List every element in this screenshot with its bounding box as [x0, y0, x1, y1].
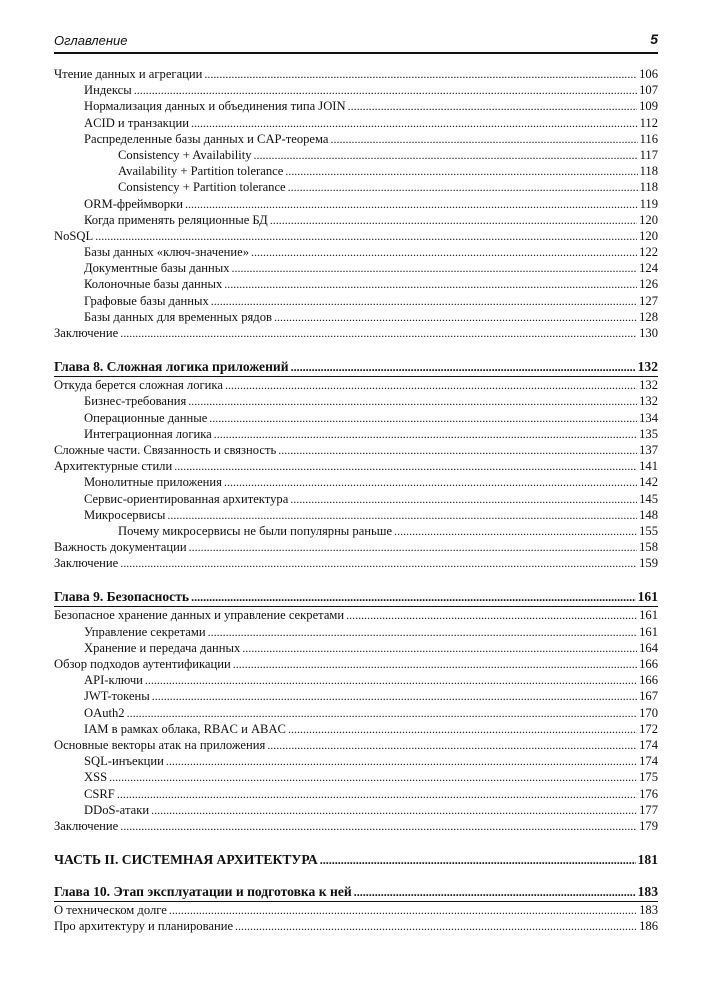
- toc-leader-dots: [224, 474, 637, 490]
- toc-leader-dots: [189, 539, 638, 555]
- toc-entry[interactable]: [54, 769, 658, 785]
- toc-leader-dots: [120, 818, 637, 834]
- toc-entry-label: Обзор подходов аутентификации: [54, 657, 231, 671]
- toc-leader-dots: [232, 260, 638, 276]
- toc-entry[interactable]: [54, 507, 658, 523]
- toc-entry-page: 126: [639, 277, 658, 292]
- toc-entry[interactable]: [54, 260, 658, 276]
- toc-leader-dots: [290, 491, 637, 507]
- toc-chapter-page: 132: [637, 359, 658, 375]
- toc-entry[interactable]: [54, 426, 658, 442]
- toc-leader-dots: [320, 851, 636, 870]
- toc-entry-page: 186: [639, 919, 658, 934]
- toc-leader-dots: [394, 523, 637, 539]
- toc-entry-page: 166: [639, 673, 658, 688]
- page-number: 5: [650, 31, 658, 47]
- toc-entry-label: Графовые базы данных: [84, 293, 209, 308]
- toc-entry-label: CSRF: [84, 786, 115, 801]
- toc-entry-page: 166: [639, 657, 658, 671]
- toc-entry-label: Монолитные приложения: [84, 475, 222, 490]
- toc-chapter-page: 161: [637, 589, 658, 605]
- toc-entry-label: NoSQL: [54, 228, 94, 243]
- toc-leader-dots: [188, 393, 637, 409]
- toc-entry[interactable]: [54, 688, 658, 704]
- toc-entry-label: Когда применять реляционные БД: [84, 212, 268, 227]
- toc-entry-page: 174: [639, 754, 658, 769]
- toc-entry[interactable]: [54, 555, 658, 571]
- toc-entry-page: 164: [639, 640, 658, 655]
- toc-entry-label: Откуда берется сложная логика: [54, 378, 223, 393]
- toc-entry[interactable]: [54, 276, 658, 292]
- toc-entry-page: 177: [639, 802, 658, 817]
- toc-entry[interactable]: [54, 325, 658, 341]
- toc-entry[interactable]: [54, 410, 658, 426]
- toc-entry-label: Важность документации: [54, 540, 187, 555]
- toc-entry-page: 170: [639, 705, 658, 720]
- toc-entry-label: SQL-инъекции: [84, 754, 164, 769]
- toc-chapter-page: 183: [637, 884, 658, 900]
- toc-entry[interactable]: [54, 293, 658, 309]
- toc-chapter-label: Глава 9. Безопасность: [54, 589, 190, 605]
- toc-entry-page: 158: [639, 540, 658, 555]
- toc-entry-page: 148: [639, 507, 658, 522]
- toc-chapter-10[interactable]: [54, 882, 658, 902]
- toc-entry[interactable]: [54, 393, 658, 409]
- toc-entry-page: 120: [639, 228, 658, 243]
- toc-leader-dots: [167, 507, 637, 523]
- toc-leader-dots: [225, 377, 637, 393]
- toc-entry-page: 130: [639, 326, 658, 340]
- running-header: [54, 30, 658, 54]
- toc-leader-dots: [331, 131, 638, 147]
- toc-entry[interactable]: [54, 196, 658, 212]
- toc-leader-dots: [127, 705, 638, 721]
- toc-chapter-label: Глава 10. Этап эксплуатации и подготовка к ней: [54, 884, 352, 900]
- toc-chapter-9[interactable]: [54, 587, 658, 607]
- toc-entry-label: Сложные части. Связанность и связность: [54, 442, 277, 457]
- toc-section-complex-logic: [54, 377, 658, 571]
- toc-entry-label: Хранение и передача данных: [84, 640, 241, 655]
- toc-leader-dots: [204, 66, 637, 82]
- toc-entry-page: 141: [639, 459, 658, 474]
- toc-leader-dots: [285, 163, 637, 179]
- toc-leader-dots: [214, 426, 637, 442]
- toc-entry-label: Колоночные базы данных: [84, 277, 223, 292]
- toc-leader-dots: [354, 883, 636, 902]
- toc-entry[interactable]: [54, 818, 658, 834]
- toc-entry-label: JWT-токены: [84, 689, 150, 704]
- toc-entry[interactable]: [54, 309, 658, 325]
- toc-entry-page: 183: [639, 903, 658, 918]
- toc-entry-label: Операционные данные: [84, 410, 208, 425]
- toc-leader-dots: [270, 212, 637, 228]
- toc-entry[interactable]: [54, 212, 658, 228]
- toc-entry[interactable]: [54, 656, 658, 672]
- toc-entry-page: 179: [639, 818, 658, 833]
- toc-entry-page: 107: [639, 83, 658, 98]
- toc-entry-page: 137: [639, 442, 658, 457]
- toc-leader-dots: [242, 640, 637, 656]
- toc-entry[interactable]: [54, 705, 658, 721]
- toc-leader-dots: [191, 588, 636, 607]
- toc-entry-label: Базы данных для временных рядов: [84, 309, 272, 324]
- toc-entry-page: 122: [639, 245, 658, 260]
- toc-entry[interactable]: [54, 474, 658, 490]
- toc-entry[interactable]: [54, 131, 658, 147]
- toc-entry-label: DDoS-атаки: [84, 802, 150, 817]
- toc-entry[interactable]: [54, 902, 658, 918]
- toc-chapter-label: Глава 8. Сложная логика приложений: [54, 359, 289, 375]
- toc-leader-dots: [224, 276, 637, 292]
- toc-entry[interactable]: [54, 737, 658, 753]
- toc-entry-label: Про архитектуру и планирование: [54, 919, 234, 934]
- toc-entry-label: ACID и транзакции: [84, 115, 190, 130]
- toc-entry-label: Нормализация данных и объединения типа JOIN: [84, 99, 346, 114]
- toc-entry-page: 124: [639, 261, 658, 276]
- toc-entry[interactable]: [54, 147, 658, 163]
- toc-part-page: 181: [637, 852, 658, 868]
- toc-entry-page: 132: [639, 394, 658, 409]
- toc-entry[interactable]: [54, 458, 658, 474]
- toc-leader-dots: [209, 410, 637, 426]
- toc-entry-label: Микросервисы: [84, 507, 166, 522]
- toc-entry-label: Consistency + Partition tolerance: [118, 180, 286, 195]
- toc-entry[interactable]: [54, 66, 658, 82]
- toc-leader-dots: [267, 737, 637, 753]
- toc-entry-label: Индексы: [84, 83, 132, 98]
- toc-entry-page: 120: [639, 212, 658, 227]
- toc-leader-dots: [120, 555, 637, 571]
- toc-entry[interactable]: [54, 607, 658, 623]
- toc-entry[interactable]: [54, 82, 658, 98]
- toc-entry-label: О техническом долге: [54, 903, 167, 918]
- toc-section-databases: [54, 66, 658, 341]
- toc-entry-page: 128: [639, 309, 658, 324]
- running-header-title: Оглавление: [54, 33, 128, 48]
- toc-entry-label: Заключение: [54, 556, 119, 571]
- toc-entry-page: 117: [639, 147, 658, 162]
- toc-entry-label: Распределенные базы данных и CAP-теорема: [84, 131, 329, 146]
- toc-entry[interactable]: [54, 244, 658, 260]
- toc-leader-dots: [185, 196, 638, 212]
- toc-leader-dots: [134, 82, 637, 98]
- toc-leader-dots: [346, 607, 637, 623]
- toc-leader-dots: [235, 918, 637, 934]
- toc-entry[interactable]: [54, 98, 658, 114]
- toc-leader-dots: [348, 98, 638, 114]
- toc-leader-dots: [117, 786, 637, 802]
- toc-leader-dots: [174, 458, 637, 474]
- toc-entry-page: 118: [639, 180, 658, 195]
- toc-leader-dots: [145, 672, 637, 688]
- toc-entry-page: 145: [639, 491, 658, 506]
- toc-entry[interactable]: [54, 539, 658, 555]
- toc-chapter-8[interactable]: [54, 357, 658, 377]
- toc-entry-label: Основные векторы атак на приложения: [54, 737, 266, 752]
- toc-entry-page: 161: [639, 608, 658, 623]
- toc-entry-label: Архитектурные стили: [54, 459, 173, 474]
- toc-leader-dots: [288, 179, 638, 195]
- toc-leader-dots: [288, 721, 637, 737]
- toc-entry-page: 106: [639, 67, 658, 81]
- toc-leader-dots: [120, 325, 637, 341]
- toc-entry[interactable]: [54, 523, 658, 539]
- toc-leader-dots: [291, 358, 636, 377]
- toc-leader-dots: [233, 656, 637, 672]
- toc-entry-label: Сервис-ориентированная архитектура: [84, 491, 289, 506]
- toc-leader-dots: [169, 902, 637, 918]
- toc-entry-label: IAM в рамках облака, RBAC и ABAC: [84, 721, 286, 736]
- toc-leader-dots: [109, 769, 637, 785]
- table-of-contents: [54, 66, 658, 934]
- toc-entry-label: Бизнес-требования: [84, 394, 187, 409]
- toc-entry[interactable]: [54, 786, 658, 802]
- toc-entry-label: Документные базы данных: [84, 261, 230, 276]
- toc-entry-page: 116: [639, 131, 658, 146]
- toc-entry-page: 159: [639, 556, 658, 571]
- toc-leader-dots: [191, 115, 638, 131]
- toc-leader-dots: [95, 228, 637, 244]
- toc-entry[interactable]: [54, 721, 658, 737]
- toc-entry-label: Чтение данных и агрегации: [54, 67, 203, 81]
- toc-leader-dots: [208, 624, 638, 640]
- toc-entry-label: Базы данных «ключ-значение»: [84, 245, 250, 260]
- toc-entry[interactable]: [54, 179, 658, 195]
- toc-entry[interactable]: [54, 918, 658, 934]
- toc-section-security: [54, 607, 658, 834]
- toc-entry-page: 174: [639, 737, 658, 752]
- toc-entry[interactable]: [54, 228, 658, 244]
- toc-entry[interactable]: [54, 753, 658, 769]
- toc-entry-label: ORM-фреймворки: [84, 196, 183, 211]
- toc-entry-page: 109: [639, 99, 658, 114]
- toc-leader-dots: [278, 442, 637, 458]
- toc-entry-label: XSS: [84, 770, 108, 785]
- toc-entry-label: Безопасное хранение данных и управление секретами: [54, 608, 345, 623]
- toc-entry-page: 172: [639, 721, 658, 736]
- toc-leader-dots: [166, 753, 637, 769]
- toc-leader-dots: [151, 802, 637, 818]
- toc-entry[interactable]: [54, 491, 658, 507]
- toc-entry[interactable]: [54, 640, 658, 656]
- toc-entry-page: 142: [639, 475, 658, 490]
- toc-entry[interactable]: [54, 672, 658, 688]
- toc-entry[interactable]: [54, 442, 658, 458]
- toc-entry-page: 176: [639, 786, 658, 801]
- toc-leader-dots: [152, 688, 637, 704]
- toc-entry[interactable]: [54, 377, 658, 393]
- toc-leader-dots: [274, 309, 637, 325]
- toc-entry[interactable]: [54, 163, 658, 179]
- toc-entry-label: Интеграционная логика: [84, 426, 212, 441]
- toc-entry-page: 155: [639, 523, 658, 538]
- toc-entry-label: Заключение: [54, 326, 119, 340]
- toc-entry[interactable]: [54, 115, 658, 131]
- toc-entry-label: Почему микросервисы не были популярны раньше: [118, 523, 393, 538]
- toc-entry-page: 132: [639, 378, 658, 393]
- toc-entry-page: 119: [639, 196, 658, 211]
- toc-leader-dots: [254, 147, 638, 163]
- toc-entry-label: OAuth2: [84, 705, 125, 720]
- toc-entry-page: 118: [639, 164, 658, 179]
- toc-entry-page: 112: [639, 115, 658, 130]
- toc-leader-dots: [251, 244, 637, 260]
- toc-entry-page: 127: [639, 293, 658, 308]
- toc-part-label: ЧАСТЬ II. СИСТЕМНАЯ АРХИТЕКТУРА: [54, 852, 318, 868]
- toc-entry-label: Consistency + Availability: [118, 147, 252, 162]
- toc-section-operations: [54, 902, 658, 934]
- toc-part-2[interactable]: [54, 850, 658, 869]
- toc-entry-label: Availability + Partition tolerance: [118, 164, 284, 179]
- toc-entry-page: 134: [639, 410, 658, 425]
- toc-entry-label: Заключение: [54, 818, 119, 833]
- toc-entry-page: 175: [639, 770, 658, 785]
- toc-entry-page: 167: [639, 689, 658, 704]
- toc-entry[interactable]: [54, 624, 658, 640]
- toc-leader-dots: [211, 293, 637, 309]
- toc-entry-label: API-ключи: [84, 673, 143, 688]
- toc-entry[interactable]: [54, 802, 658, 818]
- toc-entry-label: Управление секретами: [84, 624, 206, 639]
- toc-entry-page: 161: [639, 624, 658, 639]
- toc-entry-page: 135: [639, 426, 658, 441]
